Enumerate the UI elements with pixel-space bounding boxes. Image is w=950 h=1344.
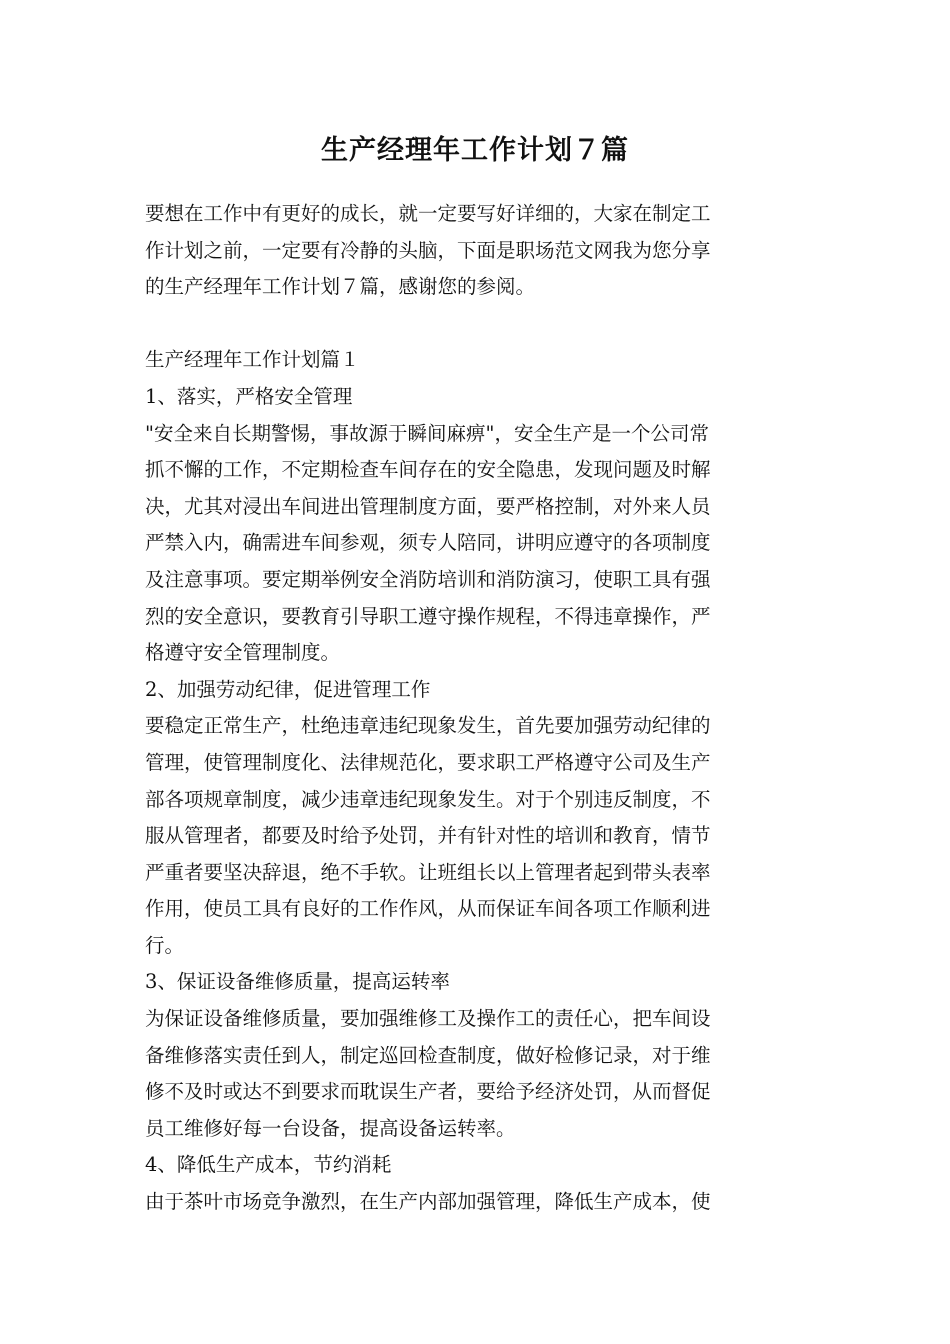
intro-line: 的生产经理年工作计划７篇，感谢您的参阅。 (145, 275, 536, 299)
subsection-heading: 2、加强劳动纪律，促进管理工作 (145, 677, 431, 701)
paragraph-line: 部各项规章制度，减少违章违纪现象发生。对于个别违反制度，不 (145, 787, 711, 811)
paragraph-line: 抓不懈的工作，不定期检查车间存在的安全隐患，发现问题及时解 (145, 458, 711, 482)
paragraph-line: 决，尤其对浸出车间进出管理制度方面，要严格控制，对外来人员 (145, 494, 711, 518)
paragraph-line: 作用，使员工具有良好的工作作风，从而保证车间各项工作顺利进 (145, 897, 711, 921)
section-heading: 生产经理年工作计划篇１ (145, 348, 360, 372)
subsection-heading: 4、降低生产成本，节约消耗 (145, 1153, 392, 1177)
document-title: 生产经理年工作计划７篇 (321, 135, 629, 166)
paragraph-line: 员工维修好每一台设备，提高设备运转率。 (145, 1116, 516, 1140)
paragraph-line: 烈的安全意识，要教育引导职工遵守操作规程，不得违章操作，严 (145, 604, 711, 628)
paragraph-line: 由于茶叶市场竞争激烈，在生产内部加强管理，降低生产成本，使 (145, 1190, 711, 1214)
paragraph-line: 严重者要坚决辞退，绝不手软。让班组长以上管理者起到带头表率 (145, 860, 711, 884)
paragraph-line: 修不及时或达不到要求而耽误生产者，要给予经济处罚，从而督促 (145, 1080, 711, 1104)
paragraph-line: 严禁入内，确需进车间参观，须专人陪同，讲明应遵守的各项制度 (145, 531, 711, 555)
paragraph-line: 及注意事项。要定期举例安全消防培训和消防演习，使职工具有强 (145, 567, 711, 591)
paragraph-line: 服从管理者，都要及时给予处罚，并有针对性的培训和教育，情节 (145, 824, 711, 848)
document-body (145, 196, 807, 1221)
paragraph-line: 备维修落实责任到人，制定巡回检查制度，做好检修记录，对于维 (145, 1043, 711, 1067)
blank-line (145, 306, 807, 343)
paragraph-line: 为保证设备维修质量，要加强维修工及操作工的责任心，把车间设 (145, 1007, 711, 1031)
intro-line: 要想在工作中有更好的成长，就一定要写好详细的，大家在制定工 (145, 202, 711, 225)
paragraph-line: 要稳定正常生产，杜绝违章违纪现象发生，首先要加强劳动纪律的 (145, 714, 711, 738)
paragraph-line: 管理，使管理制度化、法律规范化，要求职工严格遵守公司及生产 (145, 750, 711, 774)
paragraph-line: 行。 (145, 933, 185, 957)
intro-line: 作计划之前，一定要有冷静的头脑，下面是职场范文网我为您分享 (145, 238, 711, 262)
paragraph-line: 格遵守安全管理制度。 (145, 641, 341, 665)
subsection-heading: 1、落实，严格安全管理 (145, 384, 353, 408)
subsection-heading: 3、保证设备维修质量，提高运转率 (145, 970, 450, 994)
paragraph-line: "安全来自长期警惕，事故源于瞬间麻痹"，安全生产是一个公司常 (145, 421, 709, 445)
